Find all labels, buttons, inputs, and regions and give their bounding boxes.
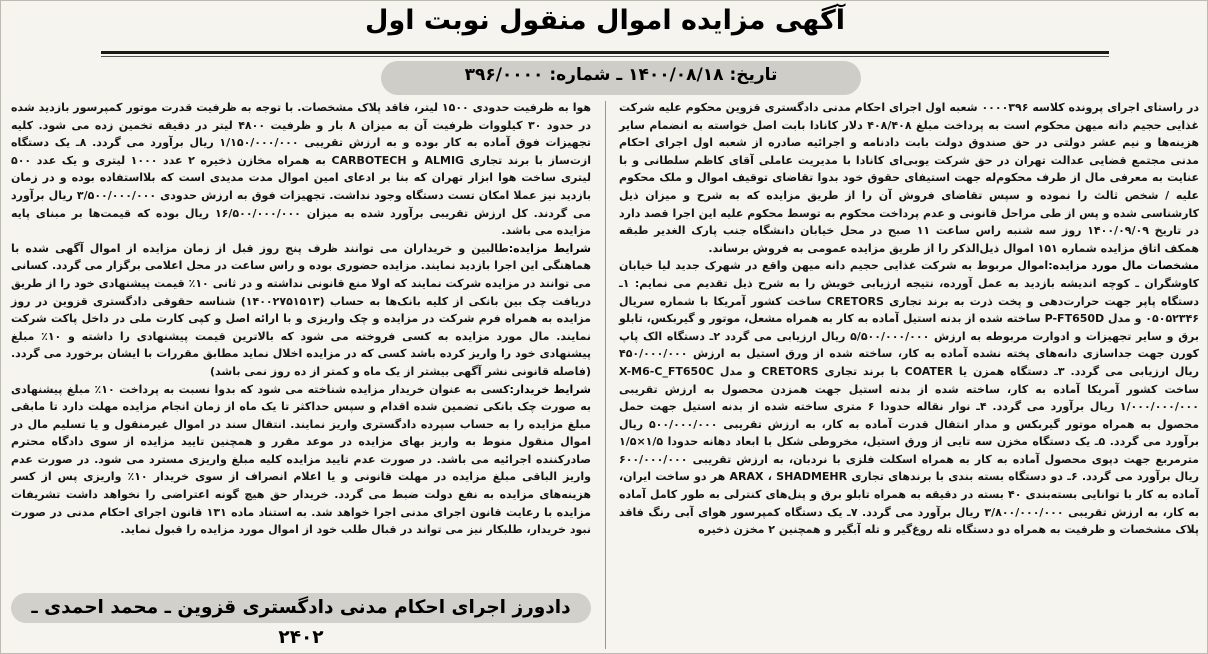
auction-conditions-label: شرایط مزایده: — [508, 241, 591, 255]
auction-conditions-paragraph — [11, 240, 591, 381]
property-specs-paragraph — [619, 257, 1199, 539]
intro-paragraph: در راستای اجرای پرونده کلاسه ۰۰۰۰۳۹۶ شعبه اول اجرای احکام مدنی دادگستری قزوین محکوم علیه شرکت غذایی حجیم دانه میهن محکوم است به پرداخت مبلغ ۴۰۸/۴۰۸ دلار کانادا بابت اصل خواسته به انضمام سایر هزینه‌ها و نیم عشر دولتی در حق صندوق دولت بابت دادنامه و اجرائیه صادره از شعبه اول اجرای احکام مدنی مجتمع قضایی عدالت تهران در حق شرکت یوبی‌ای کانادا با مدیریت عاملی آقای کاظم سلطانی و با عنایت به معرفی مال از طرف محکوم‌له جهت استیفای حقوق خود بدوا تقاضای توقیف اموال و ملک محکوم علیه / شخص ثالث را نموده و سپس تقاضای فروش آن را از طریق مزایده که به شرح و میزان ذیل کارشناسی شده و پس از طی مراحل قانونی و عدم پرداخت محکوم به توسط محکوم علیه این اجرا قصد دارد در تاریخ ۱۴۰۰/۰۹/۰۹ روز سه شنبه راس ساعت ۱۱ صبح در محل خیابان دانشگاه جنب پارک الغدیر طبقه همکف اتاق مزایده شماره ۱۵۱ اموال ذیل‌الذکر را از طریق مزایده عمومی به فروش برساند. — [619, 101, 1200, 255]
property-specs-label: مشخصات مال مورد مزایده: — [1048, 259, 1200, 273]
notice-title: آگهی مزایده اموال منقول نوبت اول — [365, 5, 845, 36]
specs-continued-paragraph: هوا به ظرفیت حدودی ۱۵۰۰ لیتر، فاقد پلاک مشخصات. با توجه به ظرفیت قدرت موتور کمپرسور بازدید شده در حدود ۳۰ کیلووات ظرفیت آن به میزان ۸ بار و ظرفیت ۴۸۰۰ لیتر در دقیقه تخمین زده می شود. کلیه تجهیزات فوق آماده به کار بوده و به ارزش تقریبی ۱/۱۵۰/۰۰۰/۰۰۰ ریال برآورد می گردد. ۸ـ یک دستگاه ازت‌ساز با برند تجاری ALMIG و CARBOTECH به همراه مخازن ذخیره ۲ عدد ۱۰۰۰ لیتری و یک عدد ۵۰۰ لیتری ساخت هوا ابزار تهران که بنا بر ادعای امین اموال مدت مدیدی است که بلااستفاده بوده و در زمان بازدید نیز عملا امکان تست دستگاه وجود نداشت. تجهیزات فوق به ارزش حدودی ۳/۵۰۰/۰۰۰/۰۰۰ ریال برآورد می گردند. کل ارزش تقریبی برآورد شده به میزان ۱۶/۵۰۰/۰۰۰/۰۰۰ ریال بوده که قیمت‌ها بر مبنای پایه مزایده می باشد. — [11, 101, 592, 238]
buyer-conditions-label: شرایط خریدار: — [509, 382, 591, 396]
left-column — [11, 99, 591, 571]
title-rule-thin — [101, 56, 1109, 57]
title-rule — [101, 51, 1109, 54]
date-and-number: تاریخ: ۱۴۰۰/۰۸/۱۸ ـ شماره: ۳۹۶/۰۰۰۰ — [464, 65, 778, 85]
right-column — [619, 99, 1199, 539]
buyer-conditions-text: کسی به عنوان خریدار مزایده شناخته می شود که بدوا نسبت به پرداخت ۱۰٪ مبلغ پیشنهادی به صورت چک بانکی تضمین شده اقدام و سپس حداکثر تا یک ماه از زمان انجام مزایده مهلت دارد تا مابقی مبلغ مزایده را به حساب سپرده دادگستری واریز نمایند. انتقال سند در اموال غیرمنقول و یا تسلیم مال در اموال منقول منوط به واریز بهای مزایده در موعد مقرر و همچنین تایید مزایده از سوی دادگاه محترم صادرکننده اجرائیه می باشد. در صورت عدم تایید مزایده کلیه مبلغ واریزی مسترد می شود. در صورت عدم واریز الباقی مبلغ مزایده در مهلت قانونی و یا اعلام انصراف از سوی خریدار ۱۰٪ واریزی پس از کسر هزینه‌های مزایده به نفع دولت ضبط می گردد. خریدار حق هیچ گونه اعتراضی را نخواهد داشت تشریفات مزایده با رعایت قانون اجرای مدنی اجرا خواهد شد. به استناد ماده ۱۳۱ قانون اجرای احکام مدنی در صورت نبود خریدار، طلبکار نیز می تواند در قبال طلب خود از اموال مورد مزایده را قبول نماید. — [11, 382, 591, 537]
buyer-conditions-paragraph — [11, 381, 591, 539]
property-specs-text: اموال مربوط به شرکت غذایی حجیم دانه میهن واقع در شهرک جدید لیا خیابان کاوشگران ـ کوچه اندیشه بازدید به عمل آورده، نتیجه ارزیابی خویش را به شرح ذیل تقدیم می نمایم: ۱ـ دستگاه پاپر جهت حرارت‌دهی و پخت ذرت به برند تجاری CRETORS ساخت کشور آمریکا با شماره سریال ۰۵۰۵۲۳۴۶ و مدل P-FT650D ساخته شده از بدنه استیل آماده به کار به همراه مشعل، موتور و گیربکس، تابلو برق و سایر تجهیزات و ادوارت مربوطه به ارزش ۵/۵۰۰/۰۰۰/۰۰۰ ریال ارزیابی می گردد ۲ـ دستگاه الک پاپ کورن جهت جداسازی دانه‌های پخته نشده آماده به کار، ساخته شده از ورق استیل به ارزش ۴۵۰/۰۰۰/۰۰۰ ریال ارزیابی می گردد. ۳ـ دستگاه همزن یا COATER با برند تجاری CRETORS و مدل X-M6-C_FT650C ساخت کشور آمریکا آماده به کار، ساخته شده از بدنه استیل جهت همزدن محصول به ارزش تقریبی ۱/۰۰۰/۰۰۰/۰۰۰ ریال برآورد می گردد. ۴ـ نوار نقاله حدودا ۶ متری ساخته شده از بدنه استیل جهت حمل محصول به همراه موتور گیربکس و مدار انتقال قدرت آماده به کار، به ارزش تقریبی ۵۰۰/۰۰۰/۰۰۰ ریال برآورد می گردد. ۵ـ یک دستگاه مخزن سه تایی از ورق استیل، مخروطی شکل با ابعاد دهانه حدودا ۱/۵×۱/۵ مترمربع جهت دپوی محصول آماده به کار به همراه اسکلت فلزی با نردبان، به ارزش تقریبی ۶۰۰/۰۰۰/۰۰۰ ریال برآورد می گردد. ۶ـ دو دستگاه بسته بندی با برندهای تجاری ARAX ، SHADMEHR هر دو ساخت ایران، آماده به کار با توانایی بسته‌بندی ۴۰ بسته در دقیقه به همراه تابلو برق و پنل‌های کنترلی به طور کامل آماده به کار، به ارزش تقریبی ۳/۸۰۰/۰۰۰/۰۰۰ ریال برآورد می گردد. ۷ـ یک دستگاه کمپرسور هوای آبی رنگ فاقد پلاک مشخصات و ظرفیت به همراه دو دستگاه تله روغ‌گیر و تله آبگیر و همچنین ۲ مخزن ذخیره — [619, 259, 1200, 537]
auction-conditions-text: طالبین و خریداران می توانند ظرف پنج روز قبل از زمان مزایده از اموال آگهی شده با هماهنگی این اجرا بازدید نمایند. مزایده حضوری بوده و راس ساعت در محل اعلامی برگزار می گردد. کسانی می توانند در مزایده شرکت نمایند که اولا منع قانونی نداشته و در ثانی ۱۰٪ قیمت پیشنهادی خود را از طریق دریافت چک بین بانکی از کلیه بانک‌ها به حساب (۱۴۰۰۲۷۵۱۵۱۳) شناسه حقوقی دادگستری قزوین در روز مزایده به همراه فرم شرکت در مزایده و چک واریزی و با ارائه اصل و کپی کارت ملی در داخل پاکت شرکت نمایند. مال مورد مزایده به کسی فروخته می شود که بالاترین قیمت پیشنهادی را داشته و ۱۰٪ مبلغ پیشنهادی خود را واریز کرده باشد کسی که در مزایده اخلال نماید مطابق مقررات با ایشان برخورد می گردد. (فاصله قانونی نشر آگهی بیشتر از یک ماه و کمتر از ده روز نمی باشد) — [11, 241, 591, 378]
signature-line: دادورز اجرای احکام مدنی دادگستری قزوین ـ محمد احمدی ـ ۲۴۰۲ — [31, 597, 571, 648]
column-divider — [605, 101, 606, 649]
